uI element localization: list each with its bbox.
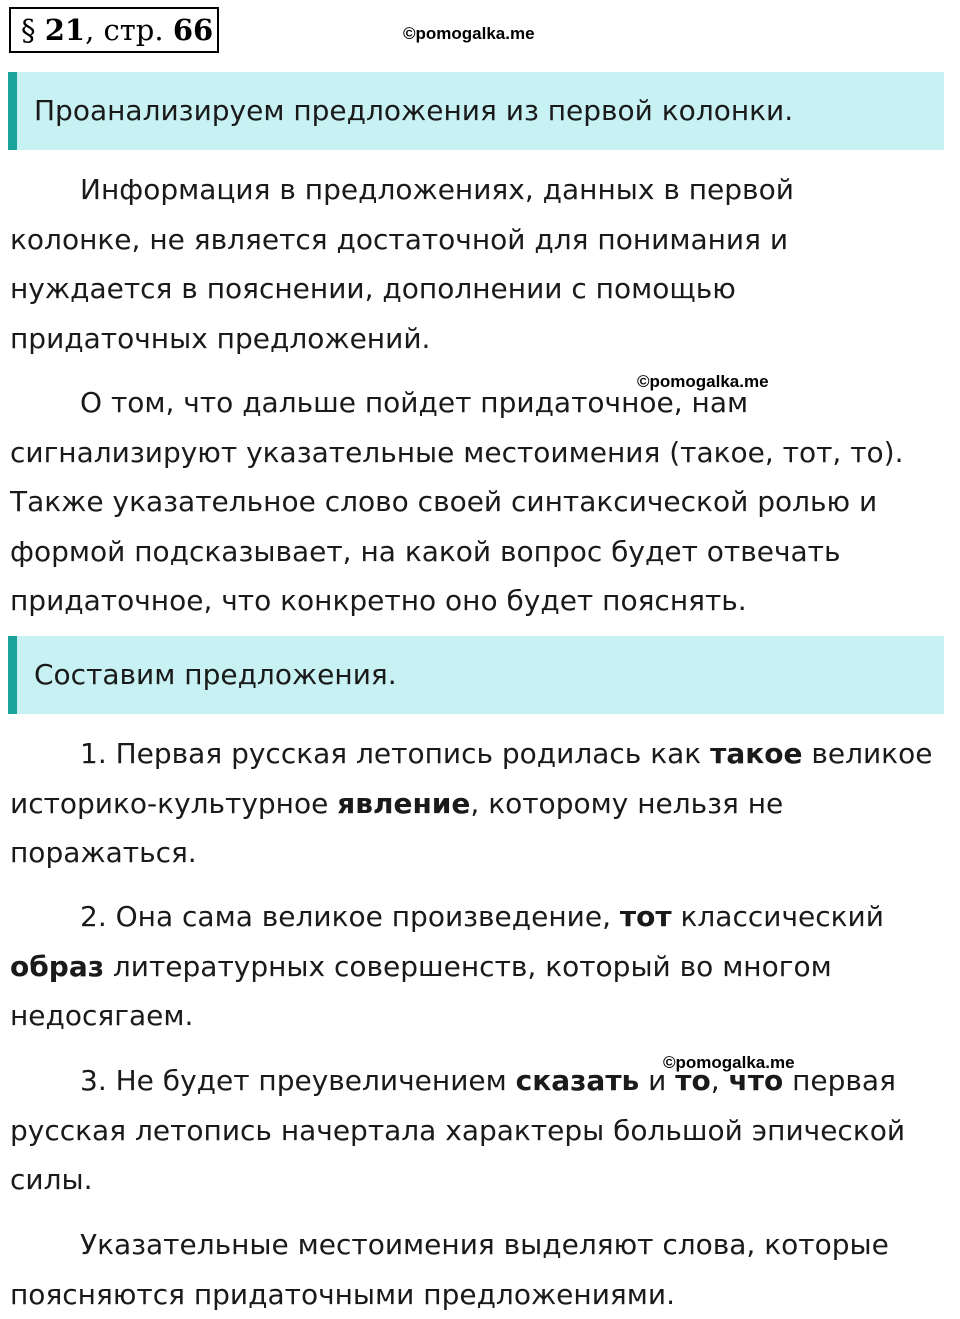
paragraph-information — [10, 165, 955, 363]
bold-word: то — [675, 1064, 710, 1097]
text-line: 3. Не будет преувеличением сказать и то, что первая — [10, 1056, 955, 1106]
text-line: придаточное, что конкретно оно будет пояснять. — [10, 576, 955, 626]
text-line: Информация в предложениях, данных в первой — [10, 165, 955, 215]
section-symbol: § — [21, 13, 36, 47]
text-line: 2. Она сама великое произведение, тот классический — [10, 892, 955, 942]
text-line: колонке, не является достаточной для понимания и — [10, 215, 955, 265]
text-line: придаточных предложений. — [10, 314, 955, 364]
text-line: поражаться. — [10, 828, 955, 878]
text-line: нуждается в пояснении, дополнении с помощью — [10, 264, 955, 314]
bold-word: тот — [620, 900, 672, 933]
text-line: историко-культурное явление, которому нельзя не — [10, 779, 955, 829]
paragraph-signals — [10, 378, 955, 626]
task-heading-compose: Составим предложения. — [8, 636, 944, 714]
bold-word: что — [729, 1064, 784, 1097]
text-line: поясняются придаточными предложениями. — [10, 1270, 955, 1319]
bold-word: явление — [337, 787, 470, 820]
bold-word: такое — [710, 737, 802, 770]
text-line: Указательные местоимения выделяют слова, которые — [10, 1220, 955, 1270]
text-line: сигнализируют указательные местоимения (такое, тот, то). — [10, 428, 955, 478]
section-page-reference — [9, 7, 219, 53]
text-line: 1. Первая русская летопись родилась как такое великое — [10, 729, 955, 779]
task-heading-analyze: Проанализируем предложения из первой колонки. — [8, 72, 944, 150]
watermark-bottom: ©pomogalka.me — [663, 1053, 795, 1073]
page-label: , стр. — [85, 13, 164, 47]
sentence-3 — [10, 1056, 955, 1205]
text-line: силы. — [10, 1155, 955, 1205]
page-number: 66 — [173, 13, 213, 47]
text-line: Также указательное слово своей синтаксической ролью и — [10, 477, 955, 527]
bold-word: сказать — [516, 1064, 640, 1097]
text-line: формой подсказывает, на какой вопрос будет отвечать — [10, 527, 955, 577]
text-line: русская летопись начертала характеры большой эпической — [10, 1106, 955, 1156]
text-line: О том, что дальше пойдет придаточное, нам — [10, 378, 955, 428]
bold-word: образ — [10, 950, 104, 983]
watermark-middle: ©pomogalka.me — [637, 372, 769, 392]
sentence-2 — [10, 892, 955, 1041]
paragraph-conclusion — [10, 1220, 955, 1319]
text-line: образ литературных совершенств, который во многом — [10, 942, 955, 992]
sentence-1 — [10, 729, 955, 878]
watermark-top: ©pomogalka.me — [403, 24, 535, 44]
text-line: недосягаем. — [10, 991, 955, 1041]
section-number: 21 — [45, 13, 85, 47]
